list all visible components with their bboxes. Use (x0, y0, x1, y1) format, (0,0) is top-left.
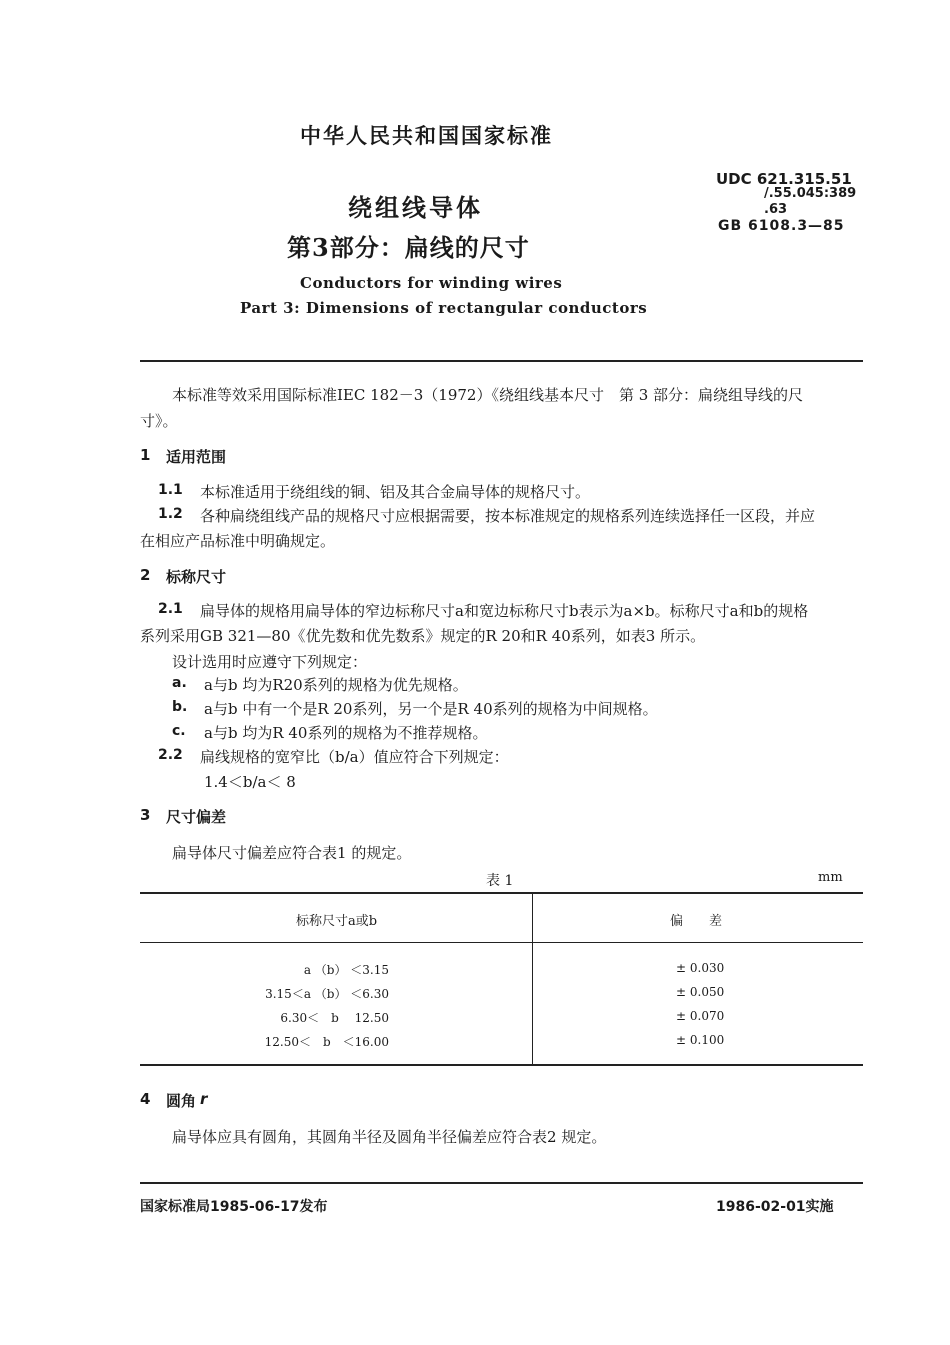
section2-number: 2 (140, 566, 151, 584)
table-row-3-range: 6.30＜ b 12.50 (280, 1011, 389, 1025)
rule-a-marker: a. (172, 675, 187, 691)
clause-1-2-number: 1.2 (158, 506, 183, 522)
clause-1-2-text-line2: 在相应产品标准中明确规定。 (140, 532, 336, 550)
rule-a-text: a与b 均为R20系列的规格为优先规格。 (204, 676, 468, 694)
section4-text: 扁导体应具有圆角，其圆角半径及圆角半径偏差应符合表2 规定。 (172, 1128, 607, 1146)
rule-b-marker: b. (172, 699, 188, 715)
section3-text: 扁导体尺寸偏差应符合表1 的规定。 (172, 844, 412, 862)
intro-line2: 寸》。 (140, 412, 178, 430)
clause-2-2-number: 2.2 (158, 747, 183, 763)
clause-2-2-text: 扁线规格的宽窄比（b/a）值应符合下列规定： (200, 748, 509, 766)
table-row-1-tolerance: ± 0.030 (676, 961, 725, 975)
section1-title: 适用范围 (166, 448, 227, 466)
rule-c-marker: c. (172, 723, 186, 739)
section4-title: 圆角 (166, 1092, 197, 1110)
standard-header: 中华人民共和国国家标准 (300, 123, 553, 148)
ratio-formula: 1.4＜b/a＜ 8 (204, 773, 296, 791)
section1-number: 1 (140, 446, 151, 464)
bottom-divider (140, 1182, 863, 1184)
table-row-4-range: 12.50＜ b ＜16.00 (264, 1035, 389, 1049)
top-divider (140, 360, 863, 362)
section4-title-symbol: r (200, 1090, 208, 1108)
gb-standard-code: GB 6108.3—85 (718, 218, 845, 234)
table-header-nominal-size: 标称尺寸a或b (296, 914, 378, 929)
clause-1-2-text-line1: 各种扁绕组线产品的规格尺寸应根据需要，按本标准规定的规格系列连续选择任一区段，并应 (200, 507, 816, 525)
rule-c-text: a与b 均为R 40系列的规格为不推荐规格。 (204, 724, 488, 742)
effective-date: 1986-02-01实施 (716, 1199, 834, 1215)
rules-intro: 设计选用时应遵守下列规定： (172, 653, 368, 671)
title-english-line1: Conductors for winding wires (300, 274, 563, 292)
section3-number: 3 (140, 806, 151, 824)
table-column-divider (532, 894, 533, 1064)
table-row-2-range: 3.15＜a （b） ＜6.30 (265, 987, 389, 1001)
rule-b-text: a与b 中有一个是R 20系列，另一个是R 40系列的规格为中间规格。 (204, 700, 658, 718)
udc-code-cont2: .63 (764, 202, 788, 217)
clause-2-1-text-line1: 扁导体的规格用扁导体的窄边标称尺寸a和宽边标称尺寸b表示为a×b。标称尺寸a和b的规格 (200, 602, 809, 620)
title-chinese-line1: 绕组线导体 (348, 193, 483, 222)
table-row-1-range: a （b） ＜3.15 (303, 963, 389, 977)
table-header-divider (140, 942, 863, 943)
table-row-3-tolerance: ± 0.070 (676, 1009, 725, 1023)
tolerance-table (140, 892, 863, 1066)
table-caption: 表 1 (486, 873, 514, 889)
section3-title: 尺寸偏差 (166, 808, 227, 826)
intro-line1: 本标准等效采用国际标准IEC 182－3（1972）《绕组线基本尺寸 第 3 部分：扁绕组导线的尺 (172, 386, 804, 404)
clause-2-1-text-line2: 系列采用GB 321—80《优先数和优先数系》规定的R 20和R 40系列，如表3 所示。 (140, 627, 706, 645)
udc-code: UDC 621.315.51 (716, 170, 852, 188)
table-row-4-tolerance: ± 0.100 (676, 1033, 725, 1047)
section2-title: 标称尺寸 (166, 568, 227, 586)
section4-number: 4 (140, 1090, 151, 1108)
issued-date: 国家标准局1985-06-17发布 (140, 1199, 328, 1215)
clause-2-1-number: 2.1 (158, 601, 183, 617)
table-header-tolerance: 偏 差 (670, 914, 723, 929)
title-english-line2: Part 3: Dimensions of rectangular conductors (240, 299, 648, 317)
clause-1-1-text: 本标准适用于绕组线的铜、铝及其合金扁导体的规格尺寸。 (200, 483, 591, 501)
table-row-2-tolerance: ± 0.050 (676, 985, 725, 999)
table-unit: mm (818, 870, 843, 885)
udc-code-cont: /.55.045:389 (764, 186, 857, 201)
clause-1-1-number: 1.1 (158, 482, 183, 498)
title-chinese-line2: 第3部分：扁线的尺寸 (287, 233, 530, 262)
